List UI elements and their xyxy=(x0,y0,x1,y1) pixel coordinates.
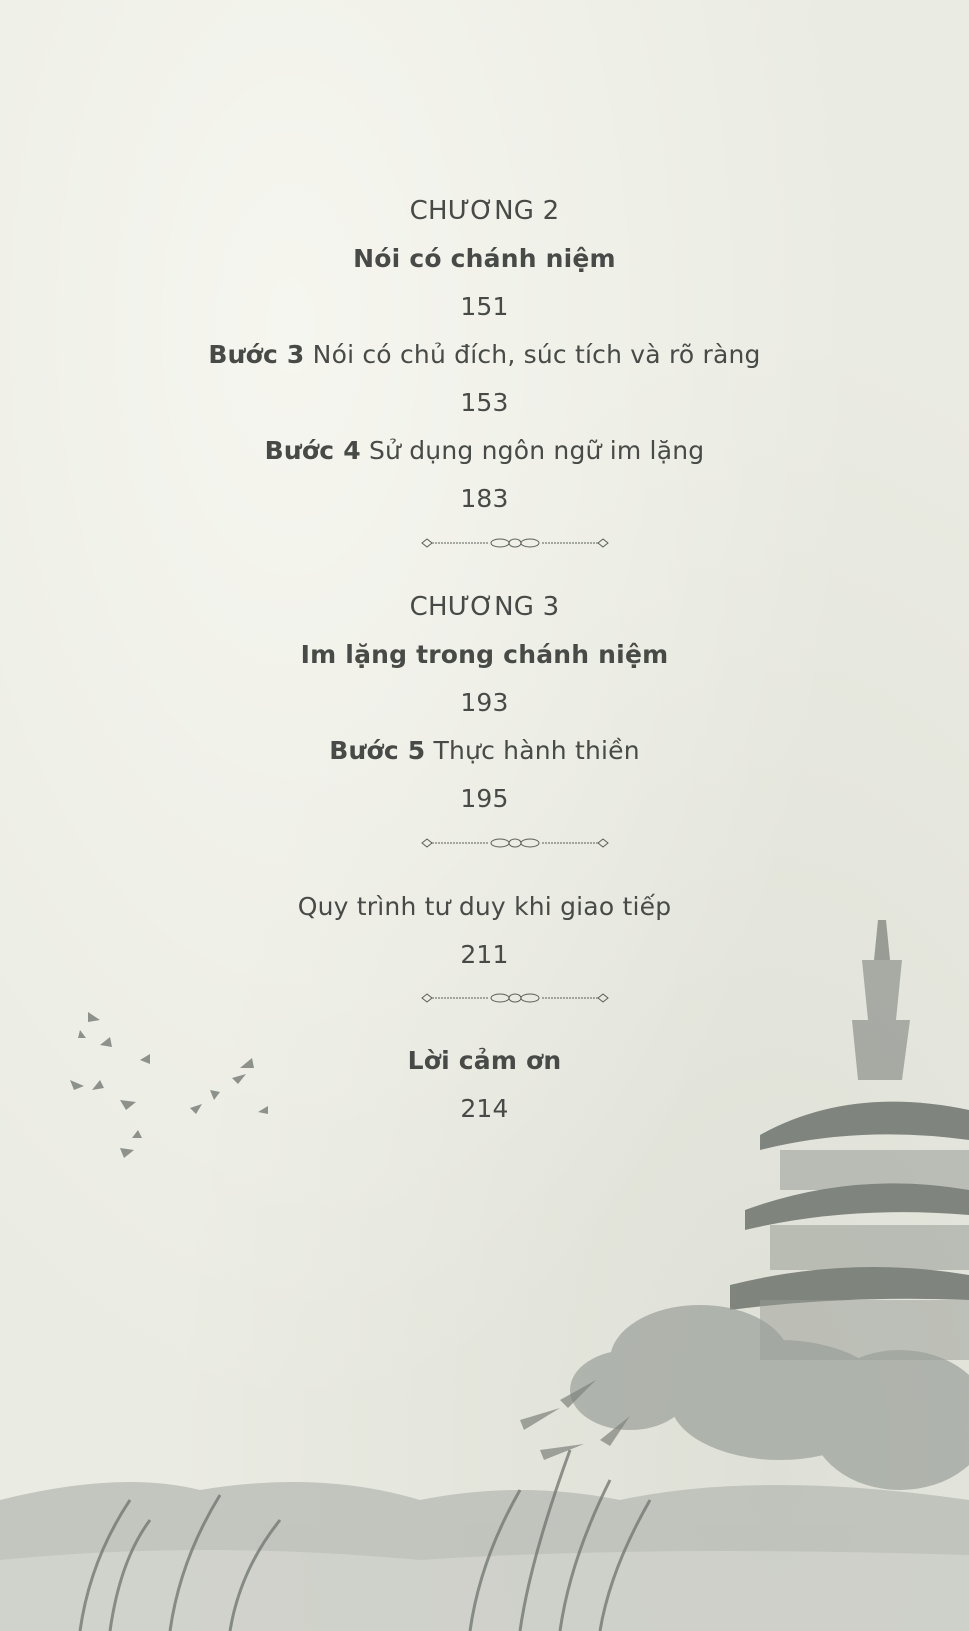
ornamental-divider xyxy=(420,990,610,1006)
chapter-2-heading: CHƯƠNG 2 xyxy=(409,196,560,226)
step-4-text: Sử dụng ngôn ngữ im lặng xyxy=(360,436,705,465)
step-3-text: Nói có chủ đích, súc tích và rõ ràng xyxy=(304,340,761,369)
grasses xyxy=(80,1450,650,1631)
chapter-3-page-number: 193 xyxy=(460,688,509,717)
tree-foliage xyxy=(570,1305,969,1490)
process-entry: Quy trình tư duy khi giao tiếp xyxy=(297,892,672,921)
step-5-entry xyxy=(0,735,969,767)
chapter-3-heading: CHƯƠNG 3 xyxy=(409,592,560,622)
step-4-page-number: 183 xyxy=(460,484,509,513)
ornamental-divider xyxy=(420,535,610,551)
thanks-title: Lời cảm ơn xyxy=(407,1046,562,1075)
mountains xyxy=(0,1482,969,1631)
step-4-label: Bước 4 xyxy=(264,436,361,465)
step-3-label: Bước 3 xyxy=(208,340,305,369)
step-4-entry xyxy=(0,435,969,467)
step-3-entry xyxy=(0,339,969,371)
pagoda xyxy=(730,920,969,1360)
chapter-2-title: Nói có chánh niệm xyxy=(353,244,616,273)
step-5-page-number: 195 xyxy=(460,784,509,813)
step-5-text: Thực hành thiền xyxy=(425,736,640,765)
flying-birds xyxy=(70,1012,268,1158)
bamboo-leaves xyxy=(520,1380,630,1460)
chapter-2-page-number: 151 xyxy=(460,292,509,321)
chapter-3-title: Im lặng trong chánh niệm xyxy=(300,640,669,669)
step-3-page-number: 153 xyxy=(460,388,509,417)
process-page-number: 211 xyxy=(460,940,509,969)
thanks-page-number: 214 xyxy=(460,1094,509,1123)
ornamental-divider xyxy=(420,835,610,851)
step-5-label: Bước 5 xyxy=(329,736,426,765)
